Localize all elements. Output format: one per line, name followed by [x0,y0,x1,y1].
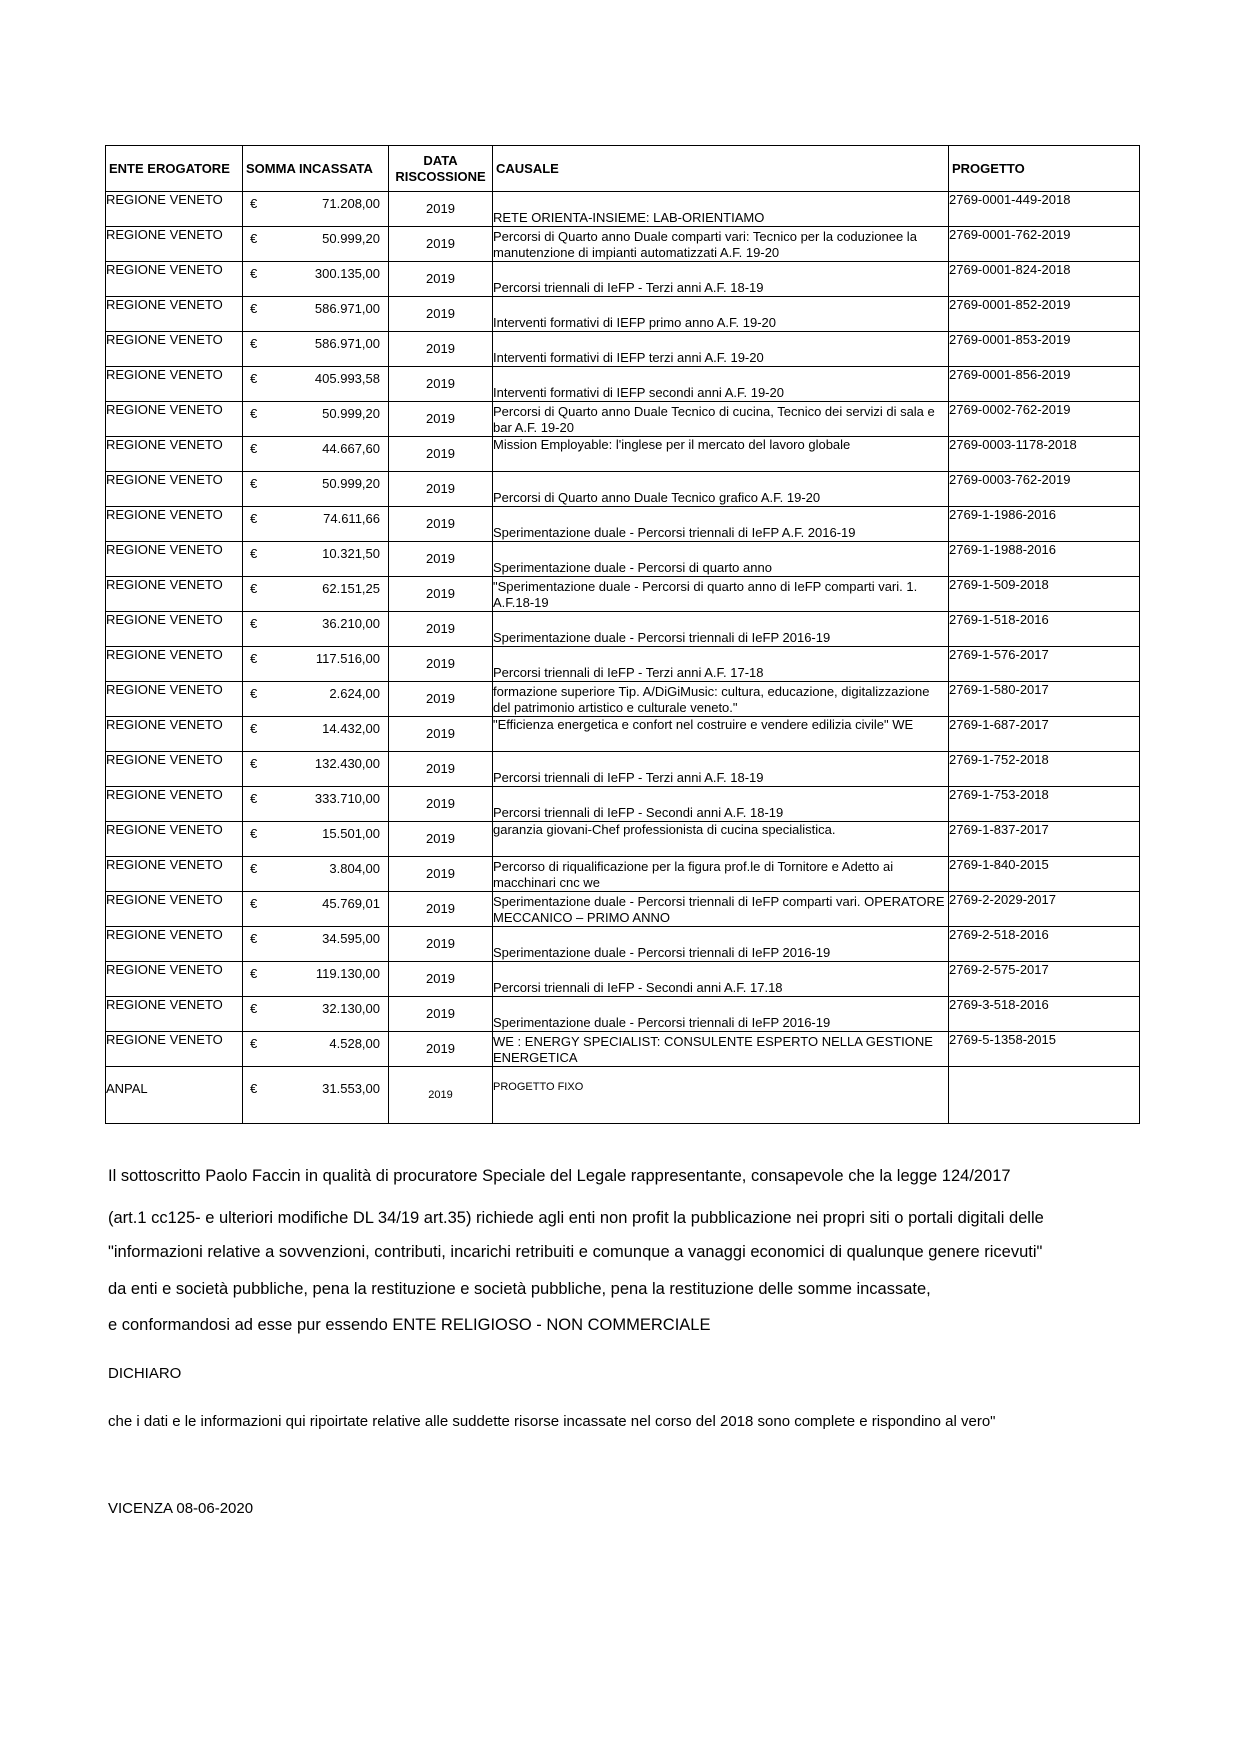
cell-ente: REGIONE VENETO [106,297,243,332]
cell-causale: Percorsi triennali di IeFP - Terzi anni A.F. 18-19 [493,752,949,787]
euro-sign: € [250,301,258,316]
cell-ente: REGIONE VENETO [106,227,243,262]
cell-somma [243,507,389,542]
cell-causale: Mission Employable: l'inglese per il mercato del lavoro globale [493,437,949,472]
amount: 14.432,00 [322,721,380,736]
euro-sign: € [250,476,258,491]
euro-sign: € [250,406,258,421]
cell-data: 2019 [389,332,493,367]
cell-data: 2019 [389,402,493,437]
table-body [106,192,1140,1124]
euro-sign: € [250,1081,258,1096]
cell-somma [243,787,389,822]
header-ente: ENTE EROGATORE [106,146,243,192]
cell-data: 2019 [389,892,493,927]
amount: 117.516,00 [315,651,380,666]
cell-progetto [949,1067,1140,1124]
euro-sign: € [250,441,258,456]
cell-somma [243,402,389,437]
cell-data: 2019 [389,437,493,472]
cell-somma [243,647,389,682]
cell-data: 2019 [389,297,493,332]
table-row [106,542,1140,577]
cell-progetto: 2769-0003-1178-2018 [949,437,1140,472]
header-somma: SOMMA INCASSATA [243,146,389,192]
cell-somma [243,717,389,752]
cell-progetto: 2769-1-1988-2016 [949,542,1140,577]
euro-sign: € [250,966,258,981]
cell-somma [243,297,389,332]
cell-data: 2019 [389,1067,493,1124]
amount: 119.130,00 [315,966,380,981]
cell-data: 2019 [389,192,493,227]
table-row [106,892,1140,927]
cell-progetto: 2769-0003-762-2019 [949,472,1140,507]
euro-sign: € [250,371,258,386]
cell-progetto: 2769-2-518-2016 [949,927,1140,962]
cell-ente: REGIONE VENETO [106,647,243,682]
cell-ente: REGIONE VENETO [106,542,243,577]
euro-sign: € [250,1036,258,1051]
euro-sign: € [250,721,258,736]
table-row [106,1032,1140,1067]
cell-progetto: 2769-0001-853-2019 [949,332,1140,367]
table-row [106,682,1140,717]
cell-somma [243,682,389,717]
cell-progetto: 2769-1-518-2016 [949,612,1140,647]
declaration-line-2: (art.1 cc125- e ulteriori modifiche DL 34/19 art.35) richiede agli enti non profit la pubblicazione nei propri siti o portali digitali delle [108,1209,1044,1227]
cell-causale: formazione superiore Tip. A/DiGiMusic: cultura, educazione, digitalizzazione del patrimonio artistico e culturale veneto." [493,682,949,717]
table-row [106,787,1140,822]
table-row [106,192,1140,227]
cell-data: 2019 [389,262,493,297]
cell-somma [243,332,389,367]
euro-sign: € [250,896,258,911]
amount: 44.667,60 [322,441,380,456]
amount: 50.999,20 [322,406,380,421]
table-row [106,857,1140,892]
amount: 300.135,00 [314,266,380,281]
declaration-line-1: Il sottoscritto Paolo Faccin in qualità di procuratore Speciale del Legale rappresentante, consapevole che la legge 124/2017 [108,1167,1011,1185]
cell-somma [243,752,389,787]
cell-causale: Sperimentazione duale - Percorsi triennali di IeFP 2016-19 [493,997,949,1032]
table-row [106,437,1140,472]
cell-causale: Interventi formativi di IEFP terzi anni A.F. 19-20 [493,332,949,367]
cell-data: 2019 [389,227,493,262]
cell-causale: Sperimentazione duale - Percorsi triennali di IeFP A.F. 2016-19 [493,507,949,542]
cell-ente: REGIONE VENETO [106,262,243,297]
cell-progetto: 2769-0001-852-2019 [949,297,1140,332]
table-row [106,507,1140,542]
cell-progetto: 2769-0001-824-2018 [949,262,1140,297]
table-row [106,367,1140,402]
table-row [106,402,1140,437]
amount: 50.999,20 [322,231,380,246]
cell-data: 2019 [389,927,493,962]
cell-somma [243,227,389,262]
cell-progetto: 2769-1-840-2015 [949,857,1140,892]
cell-ente: REGIONE VENETO [106,332,243,367]
cell-causale: RETE ORIENTA-INSIEME: LAB-ORIENTIAMO [493,192,949,227]
amount: 31.553,00 [322,1081,380,1096]
euro-sign: € [250,826,258,841]
table-row [106,717,1140,752]
cell-somma [243,1032,389,1067]
amount: 405.993,58 [314,371,380,386]
declaration-line-5: e conformandosi ad esse pur essendo ENTE RELIGIOSO - NON COMMERCIALE [108,1316,711,1334]
euro-sign: € [250,336,258,351]
cell-causale: Percorsi triennali di IeFP - Secondi anni A.F. 18-19 [493,787,949,822]
amount: 50.999,20 [322,476,380,491]
euro-sign: € [250,651,258,666]
cell-ente: REGIONE VENETO [106,717,243,752]
cell-somma [243,262,389,297]
cell-causale: Percorsi triennali di IeFP - Secondi anni A.F. 17.18 [493,962,949,997]
table-row [106,332,1140,367]
cell-data: 2019 [389,577,493,612]
euro-sign: € [250,511,258,526]
cell-data: 2019 [389,787,493,822]
euro-sign: € [250,616,258,631]
table-header-row [106,146,1140,192]
cell-ente: REGIONE VENETO [106,892,243,927]
header-causale: CAUSALE [493,146,949,192]
cell-causale: Sperimentazione duale - Percorsi triennali di IeFP comparti vari. OPERATORE MECCANICO – PRIMO ANNO [493,892,949,927]
header-progetto: PROGETTO [949,146,1140,192]
cell-somma [243,822,389,857]
cell-ente: REGIONE VENETO [106,787,243,822]
cell-progetto: 2769-0001-449-2018 [949,192,1140,227]
cell-progetto: 2769-1-1986-2016 [949,507,1140,542]
cell-progetto: 2769-0001-762-2019 [949,227,1140,262]
amount: 62.151,25 [322,581,380,596]
dichiaro-heading: DICHIARO [108,1365,182,1382]
amount: 3.804,00 [329,861,380,876]
cell-data: 2019 [389,752,493,787]
cell-somma [243,612,389,647]
header-data-line2: RISCOSSIONE [395,168,486,184]
cell-causale: Sperimentazione duale - Percorsi triennali di IeFP 2016-19 [493,612,949,647]
amount: 74.611,66 [323,511,380,526]
amount: 4.528,00 [329,1036,380,1051]
euro-sign: € [250,266,258,281]
table-row [106,927,1140,962]
euro-sign: € [250,231,258,246]
cell-somma [243,927,389,962]
euro-sign: € [250,581,258,596]
cell-somma [243,577,389,612]
cell-causale: Percorsi triennali di IeFP - Terzi anni A.F. 18-19 [493,262,949,297]
amount: 132.430,00 [314,756,380,771]
euro-sign: € [250,931,258,946]
cell-somma [243,367,389,402]
table-row [106,1067,1140,1124]
declaration-statement: che i dati e le informazioni qui ripoirtate relative alle suddette risorse incassate nel corso del 2018 sono complete e rispondino al vero" [108,1413,996,1430]
header-data [389,146,493,192]
cell-causale: "Sperimentazione duale - Percorsi di quarto anno di IeFP comparti vari. 1. A.F.18-19 [493,577,949,612]
cell-ente: REGIONE VENETO [106,367,243,402]
cell-ente: REGIONE VENETO [106,822,243,857]
cell-somma [243,962,389,997]
euro-sign: € [250,1001,258,1016]
cell-somma [243,892,389,927]
cell-ente: REGIONE VENETO [106,997,243,1032]
cell-ente: REGIONE VENETO [106,437,243,472]
cell-causale: Percorsi triennali di IeFP - Terzi anni A.F. 17-18 [493,647,949,682]
cell-data: 2019 [389,682,493,717]
cell-ente: REGIONE VENETO [106,682,243,717]
euro-sign: € [250,756,258,771]
cell-progetto: 2769-1-580-2017 [949,682,1140,717]
cell-ente: REGIONE VENETO [106,507,243,542]
amount: 15.501,00 [322,826,380,841]
cell-somma [243,437,389,472]
place-date: VICENZA 08-06-2020 [108,1500,254,1517]
cell-somma [243,542,389,577]
cell-somma [243,997,389,1032]
cell-progetto: 2769-5-1358-2015 [949,1032,1140,1067]
cell-causale: Interventi formativi di IEFP secondi anni A.F. 19-20 [493,367,949,402]
cell-causale: Sperimentazione duale - Percorsi di quarto anno [493,542,949,577]
cell-causale: garanzia giovani-Chef professionista di cucina specialistica. [493,822,949,857]
euro-sign: € [250,546,258,561]
cell-data: 2019 [389,822,493,857]
cell-progetto: 2769-1-576-2017 [949,647,1140,682]
cell-data: 2019 [389,997,493,1032]
amount: 45.769,01 [322,896,380,911]
table-row [106,262,1140,297]
amount: 2.624,00 [329,686,380,701]
euro-sign: € [250,686,258,701]
cell-ente: REGIONE VENETO [106,472,243,507]
cell-causale: Sperimentazione duale - Percorsi triennali di IeFP 2016-19 [493,927,949,962]
declaration-line-4: da enti e società pubbliche, pena la restituzione e società pubbliche, pena la restituzione delle somme incassate, [108,1280,931,1298]
cell-causale: "Efficienza energetica e confort nel costruire e vendere edilizia civile" WE [493,717,949,752]
cell-ente: REGIONE VENETO [106,962,243,997]
cell-ente: REGIONE VENETO [106,402,243,437]
amount: 586.971,00 [314,336,380,351]
cell-progetto: 2769-1-753-2018 [949,787,1140,822]
cell-progetto: 2769-1-752-2018 [949,752,1140,787]
amount: 36.210,00 [322,616,380,631]
cell-progetto: 2769-2-2029-2017 [949,892,1140,927]
cell-ente: REGIONE VENETO [106,752,243,787]
table-row [106,297,1140,332]
grants-table [105,145,1140,1124]
amount: 32.130,00 [322,1001,380,1016]
cell-causale: Percorsi di Quarto anno Duale Tecnico di cucina, Tecnico dei servizi di sala e bar A.F. 19-20 [493,402,949,437]
cell-data: 2019 [389,367,493,402]
table-row [106,822,1140,857]
cell-data: 2019 [389,962,493,997]
cell-ente: ANPAL [106,1067,243,1124]
euro-sign: € [250,861,258,876]
cell-somma [243,1067,389,1124]
cell-ente: REGIONE VENETO [106,577,243,612]
cell-progetto: 2769-0002-762-2019 [949,402,1140,437]
cell-ente: REGIONE VENETO [106,1032,243,1067]
table-row [106,472,1140,507]
cell-causale: WE : ENERGY SPECIALIST: CONSULENTE ESPERTO NELLA GESTIONE ENERGETICA [493,1032,949,1067]
table-row [106,962,1140,997]
cell-data: 2019 [389,717,493,752]
cell-progetto: 2769-1-837-2017 [949,822,1140,857]
amount: 34.595,00 [322,931,380,946]
cell-causale: Percorso di riqualificazione per la figura prof.le di Tornitore e Adetto ai macchinari cnc we [493,857,949,892]
cell-progetto: 2769-2-575-2017 [949,962,1140,997]
cell-causale: PROGETTO FIXO [493,1067,949,1124]
table-row [106,612,1140,647]
table-row [106,647,1140,682]
euro-sign: € [250,791,258,806]
cell-ente: REGIONE VENETO [106,192,243,227]
cell-somma [243,472,389,507]
cell-causale: Percorsi di Quarto anno Duale comparti vari: Tecnico per la coduzionee la manutenzione di impianti automatizzati A.F. 19-20 [493,227,949,262]
amount: 10.321,50 [322,546,380,561]
table-row [106,752,1140,787]
amount: 71.208,00 [322,196,380,211]
cell-progetto: 2769-3-518-2016 [949,997,1140,1032]
cell-progetto: 2769-1-687-2017 [949,717,1140,752]
cell-data: 2019 [389,542,493,577]
table-row [106,227,1140,262]
cell-data: 2019 [389,857,493,892]
declaration-line-3: "informazioni relative a sovvenzioni, contributi, incarichi retribuiti e comunque a vanaggi economici di qualunque genere ricevuti" [108,1243,1043,1261]
cell-ente: REGIONE VENETO [106,612,243,647]
euro-sign: € [250,196,258,211]
table-row [106,997,1140,1032]
cell-progetto: 2769-1-509-2018 [949,577,1140,612]
cell-data: 2019 [389,612,493,647]
cell-progetto: 2769-0001-856-2019 [949,367,1140,402]
header-data-line1: DATA [423,152,458,168]
cell-ente: REGIONE VENETO [106,857,243,892]
cell-causale: Interventi formativi di IEFP primo anno A.F. 19-20 [493,297,949,332]
amount: 586.971,00 [314,301,380,316]
table-row [106,577,1140,612]
cell-ente: REGIONE VENETO [106,927,243,962]
cell-data: 2019 [389,507,493,542]
cell-data: 2019 [389,647,493,682]
amount: 333.710,00 [314,791,380,806]
cell-somma [243,857,389,892]
cell-somma [243,192,389,227]
cell-causale: Percorsi di Quarto anno Duale Tecnico grafico A.F. 19-20 [493,472,949,507]
cell-data: 2019 [389,472,493,507]
cell-data: 2019 [389,1032,493,1067]
